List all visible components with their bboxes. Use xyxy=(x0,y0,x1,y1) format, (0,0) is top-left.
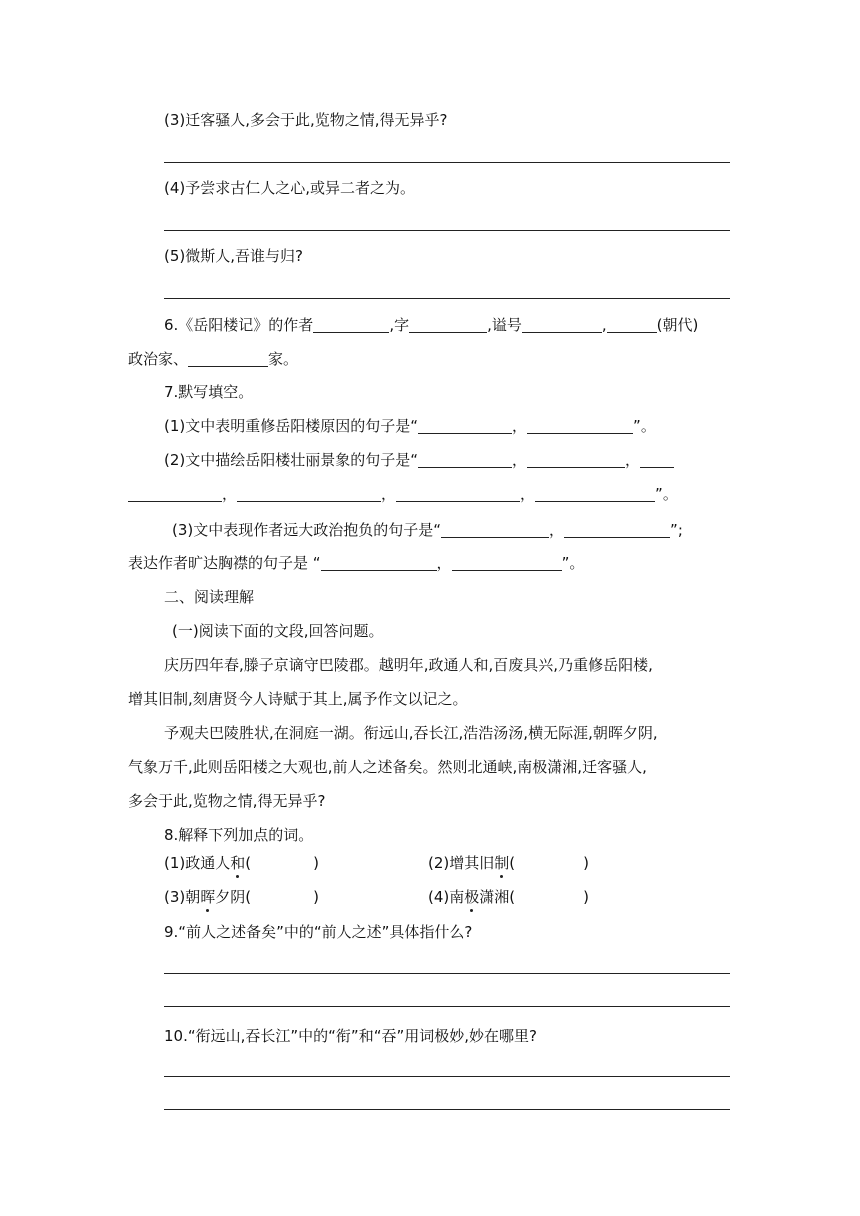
q7-text: ， xyxy=(520,485,536,503)
question-6-line2 xyxy=(128,349,298,369)
q6-text: 政治家、 xyxy=(128,350,189,368)
fill-blank[interactable] xyxy=(321,554,437,571)
question-10-title: 10.“衔远山,吞长江”中的“衔”和“吞”用词极妙,妙在哪里? xyxy=(164,1027,537,1045)
fill-blank[interactable] xyxy=(313,316,389,333)
answer-line[interactable] xyxy=(164,1006,730,1007)
q7-text: ， xyxy=(549,521,565,539)
q7-text: 表达作者旷达胸襟的句子是 “ xyxy=(128,554,321,572)
q8-text: ( xyxy=(245,854,252,872)
question-item: (3)迁客骚人,多会于此,览物之情,得无异乎? xyxy=(164,111,448,129)
fill-blank[interactable] xyxy=(527,451,625,468)
section-subtitle: (一)阅读下面的文段,回答问题。 xyxy=(172,622,384,640)
answer-line[interactable] xyxy=(164,1076,730,1077)
q7-text: ， xyxy=(512,451,528,469)
q8-text: 潇湘( xyxy=(479,888,516,906)
q7-text: ”; xyxy=(670,521,683,539)
answer-line[interactable] xyxy=(164,162,730,163)
passage-line: 予观夫巴陵胜状,在洞庭一湖。衔远山,吞长江,浩浩汤汤,横无际涯,朝晖夕阴, xyxy=(164,724,658,742)
question-7-3-cont xyxy=(128,553,584,573)
question-item: (5)微斯人,吾谁与归? xyxy=(164,247,303,265)
fill-blank[interactable] xyxy=(527,417,633,434)
q7-text: ”。 xyxy=(655,485,678,503)
question-7-1 xyxy=(164,416,656,436)
dotted-word: 和 xyxy=(230,854,246,872)
q7-text: ， xyxy=(222,485,238,503)
question-item: (4)予尝求古仁人之心,或异二者之为。 xyxy=(164,179,416,197)
passage-line: 气象万千,此则岳阳楼之大观也,前人之述备矣。然则北通峡,南极潇湘,迁客骚人, xyxy=(128,758,647,776)
question-7-2-cont xyxy=(128,484,678,504)
q6-text: ,谥号 xyxy=(487,316,522,334)
q8-text: (1)政通人 xyxy=(164,854,231,872)
fill-blank[interactable] xyxy=(409,316,487,333)
passage-line: 庆历四年春,滕子京谪守巴陵郡。越明年,政通人和,百废具兴,乃重修岳阳楼, xyxy=(164,656,653,674)
question-7-title: 7.默写填空。 xyxy=(164,383,254,401)
q7-text: (1)文中表明重修岳阳楼原因的句子是“ xyxy=(164,417,419,435)
fill-blank[interactable] xyxy=(564,521,670,538)
q8-text: 夕阴( xyxy=(215,888,252,906)
section-title: 二、阅读理解 xyxy=(164,588,255,606)
fill-blank[interactable] xyxy=(452,554,562,571)
q8-text: ) xyxy=(583,854,589,872)
q7-text: (3)文中表现作者远大政治抱负的句子是“ xyxy=(172,521,442,539)
question-7-2 xyxy=(164,450,674,470)
q8-text: ( xyxy=(509,854,516,872)
q8-word-4 xyxy=(428,887,589,907)
q7-text: ， xyxy=(381,485,397,503)
q8-text: (4)南 xyxy=(428,888,465,906)
fill-blank[interactable] xyxy=(640,451,674,468)
fill-blank[interactable] xyxy=(128,485,222,502)
fill-blank[interactable] xyxy=(535,485,655,502)
fill-blank[interactable] xyxy=(441,521,549,538)
q6-text: (朝代) xyxy=(656,316,699,334)
q8-text: (3)朝 xyxy=(164,888,201,906)
answer-line[interactable] xyxy=(164,298,730,299)
question-6-line1 xyxy=(164,315,698,335)
q7-text: ”。 xyxy=(633,417,656,435)
answer-line[interactable] xyxy=(164,230,730,231)
q8-text: ) xyxy=(583,888,589,906)
fill-blank[interactable] xyxy=(396,485,520,502)
q7-text: (2)文中描绘岳阳楼壮丽景象的句子是“ xyxy=(164,451,419,469)
answer-line[interactable] xyxy=(164,1109,730,1110)
q6-text: 6.《岳阳楼记》的作者 xyxy=(164,316,314,334)
dotted-word: 制 xyxy=(494,854,510,872)
question-7-3 xyxy=(172,520,683,540)
dotted-word: 极 xyxy=(464,888,480,906)
q7-text: ， xyxy=(512,417,528,435)
fill-blank[interactable] xyxy=(237,485,381,502)
fill-blank[interactable] xyxy=(522,316,602,333)
q8-text: (2)增其旧 xyxy=(428,854,495,872)
q8-word-1 xyxy=(164,853,319,873)
q8-text: ) xyxy=(313,854,319,872)
passage-line: 多会于此,览物之情,得无异乎? xyxy=(128,792,326,810)
fill-blank[interactable] xyxy=(188,350,268,367)
q8-text: ) xyxy=(313,888,319,906)
question-9-title: 9.“前人之述备矣”中的“前人之述”具体指什么? xyxy=(164,923,473,941)
fill-blank[interactable] xyxy=(418,451,512,468)
q6-text: 家。 xyxy=(268,350,299,368)
passage-line: 增其旧制,刻唐贤今人诗赋于其上,属予作文以记之。 xyxy=(128,690,468,708)
fill-blank[interactable] xyxy=(418,417,512,434)
q6-text: , xyxy=(601,316,607,334)
answer-line[interactable] xyxy=(164,973,730,974)
q7-text: ， xyxy=(436,554,452,572)
question-8-title: 8.解释下列加点的词。 xyxy=(164,826,314,844)
q7-text: ， xyxy=(625,451,641,469)
q6-text: ,字 xyxy=(389,316,410,334)
q8-word-3 xyxy=(164,887,319,907)
fill-blank[interactable] xyxy=(607,316,657,333)
q8-word-2 xyxy=(428,853,589,873)
dotted-word: 晖 xyxy=(200,888,216,906)
q7-text: ”。 xyxy=(561,554,585,572)
